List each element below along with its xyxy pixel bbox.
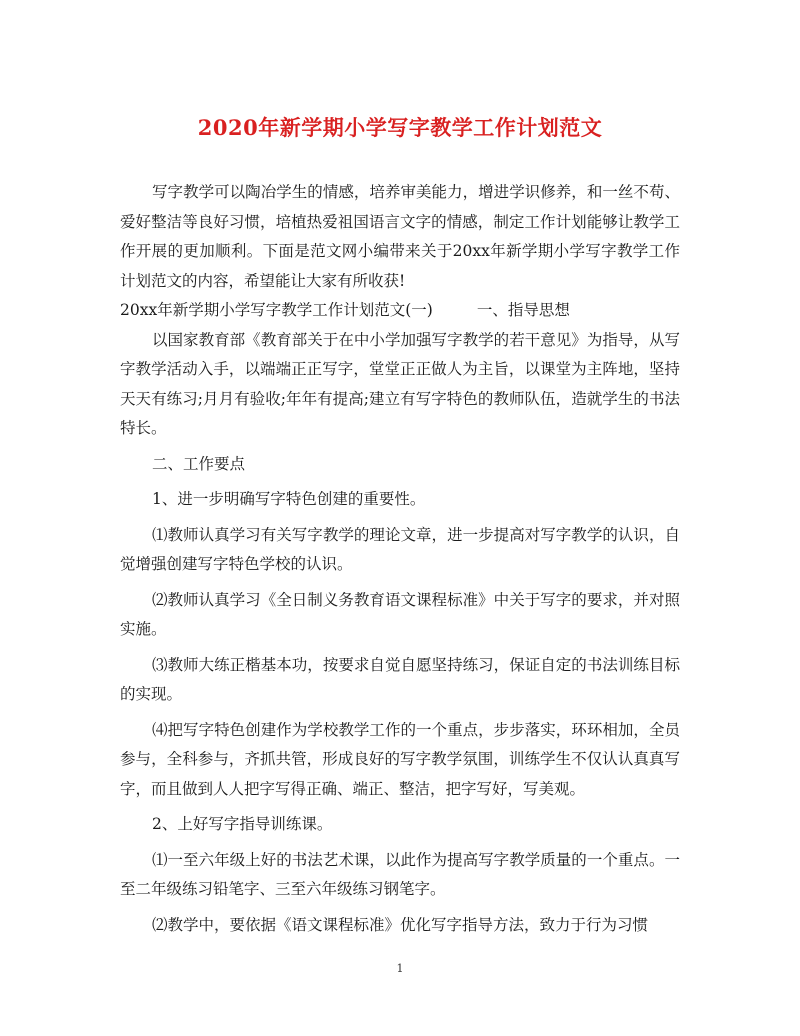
point2-item-1: ⑴一至六年级上好的书法艺术课，以此作为提高写字教学质量的一个重点。一至二年级练习铅笔字、三至六年级练习钢笔字。 <box>120 850 680 898</box>
subtitle-text: 20xx年新学期小学写字教学工作计划范文(一) <box>120 301 433 319</box>
point2-item-2: ⑵教学中，要依据《语文课程标准》优化写字指导方法，致力于行为习惯 <box>152 915 649 934</box>
page-number: 1 <box>396 962 404 975</box>
point1-item-3: ⑶教师大练正楷基本功，按要求自觉自愿坚持练习，保证自定的书法训练目标的实现。 <box>120 655 680 703</box>
section1-paragraph: 以国家教育部《教育部关于在中小学加强写字教学的若干意见》为指导，从写字教学活动入手，以端端正正写字，堂堂正正做人为主旨，以课堂为主阵地，坚持天天有练习;月月有验收;年年有提高;建立有写字特色的教师队伍，造就学生的书法特长。 <box>120 330 680 437</box>
document-title: 2020年新学期小学写字教学工作计划范文 <box>197 115 603 140</box>
intro-paragraph: 写字教学可以陶冶学生的情感，培养审美能力，增进学识修养，和一丝不苟、爱好整洁等良好习惯，培植热爱祖国语言文字的情感，制定工作计划能够让教学工作开展的更加顺利。下面是范文网小编带来关于20xx年新学期小学写字教学工作计划范文的内容，希望能让大家有所收获! <box>120 183 680 290</box>
section2-heading: 二、工作要点 <box>152 454 246 473</box>
point1-item-4: ⑷把写字特色创建作为学校教学工作的一个重点，步步落实，环环相加，全员参与，全科参与，齐抓共管，形成良好的写字教学氛围，训练学生不仅认认真真写字，而且做到人人把字写得正确、端正、整洁，把字写好，写美观。 <box>120 720 680 798</box>
document-body <box>120 178 680 940</box>
point2-heading: 2、上好写字指导训练课。 <box>152 815 333 833</box>
subtitle-line <box>120 296 680 326</box>
point1-item-2: ⑵教师认真学习《全日制义务教育语文课程标准》中关于写字的要求，并对照实施。 <box>120 590 680 638</box>
point1-item-1: ⑴教师认真学习有关写字教学的理论文章，进一步提高对写字教学的认识，自觉增强创建写字特色学校的认识。 <box>120 525 680 573</box>
point1-heading: 1、进一步明确写字特色创建的重要性。 <box>152 490 426 508</box>
section1-heading: 一、指导思想 <box>476 301 570 319</box>
